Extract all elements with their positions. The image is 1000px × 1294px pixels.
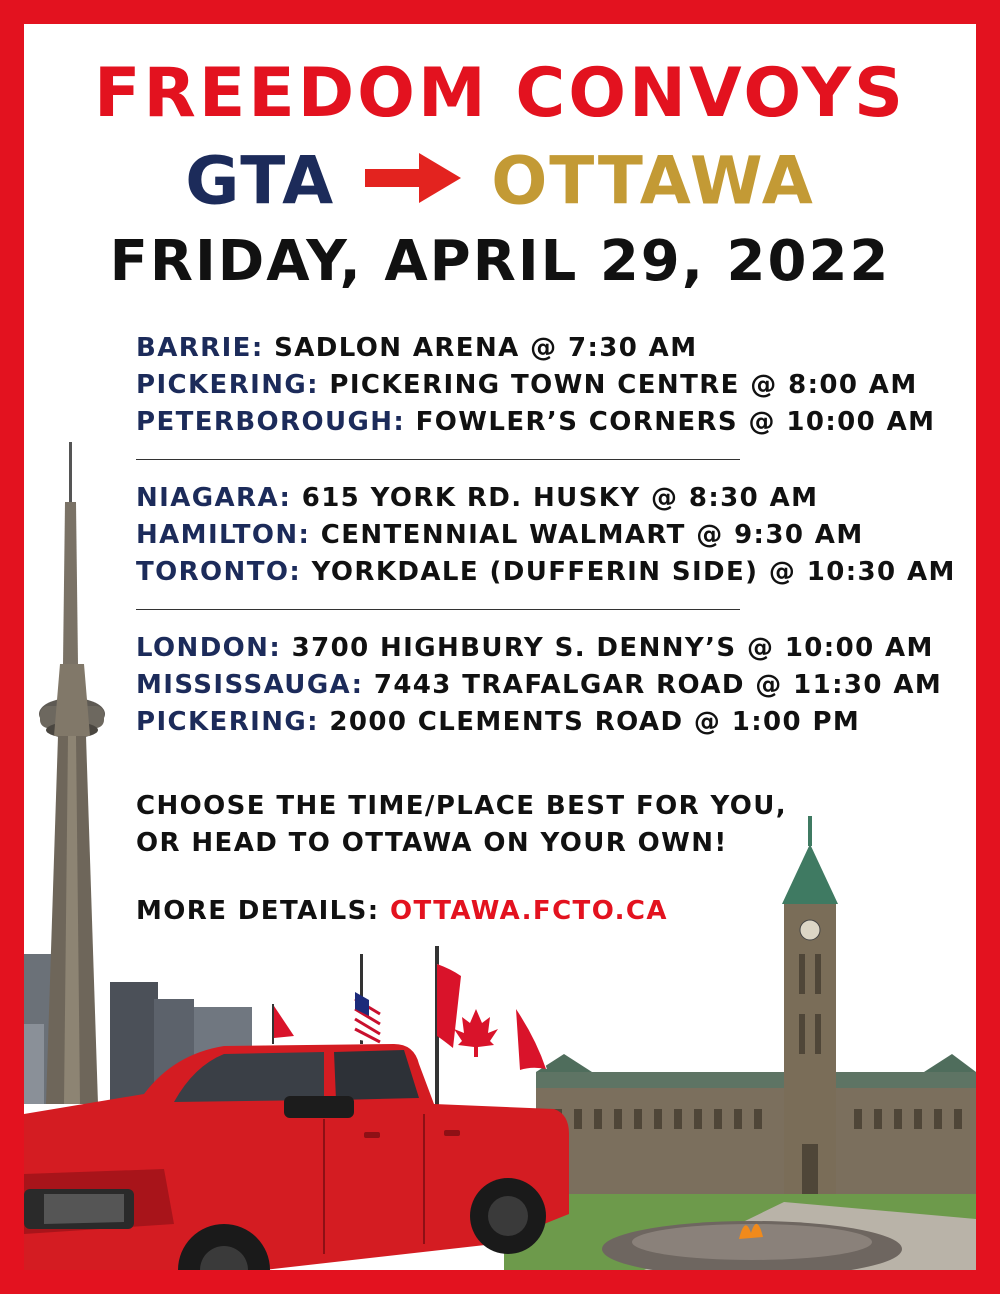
location-row — [136, 517, 966, 554]
more-details-label: MORE DETAILS: — [136, 896, 380, 926]
route-line — [24, 142, 976, 229]
location-row — [136, 480, 966, 517]
right-arrow-icon — [365, 142, 461, 219]
red-pickup-truck — [24, 1044, 569, 1270]
location-city: HAMILTON: — [136, 520, 321, 550]
location-row — [136, 367, 966, 404]
parliament-illustration — [536, 816, 976, 1194]
instructions-note — [136, 788, 787, 862]
route-destination: OTTAWA — [491, 142, 815, 220]
location-city: NIAGARA: — [136, 483, 292, 513]
location-city: PICKERING: — [136, 707, 319, 737]
location-details: 2000 CLEMENTS ROAD @ 1:00 PM — [329, 707, 861, 737]
route-origin: GTA — [185, 142, 336, 220]
small-red-flag — [272, 1004, 294, 1044]
note-line: OR HEAD TO OTTAWA ON YOUR OWN! — [136, 828, 728, 858]
location-city: PICKERING: — [136, 370, 319, 400]
usa-flag-icon — [355, 954, 380, 1044]
event-date: FRIDAY, APRIL 29, 2022 — [109, 229, 891, 294]
section-divider — [136, 459, 740, 460]
more-details — [136, 896, 668, 926]
location-city: LONDON: — [136, 633, 292, 663]
more-details-link[interactable]: OTTAWA.FCTO.CA — [390, 896, 668, 926]
location-details: YORKDALE (DUFFERIN SIDE) @ 10:30 AM — [311, 557, 956, 587]
location-city: PETERBOROUGH: — [136, 407, 406, 437]
location-row — [136, 404, 966, 441]
location-details: 615 YORK RD. HUSKY @ 8:30 AM — [301, 483, 819, 513]
location-details: 3700 HIGHBURY S. DENNY’S @ 10:00 AM — [291, 633, 934, 663]
location-city: BARRIE: — [136, 333, 264, 363]
location-city: TORONTO: — [136, 557, 302, 587]
location-row — [136, 554, 966, 591]
note-line: CHOOSE THE TIME/PLACE BEST FOR YOU, — [136, 791, 788, 821]
location-city: MISSISSAUGA: — [136, 670, 364, 700]
section-divider — [136, 609, 740, 610]
location-details: CENTENNIAL WALMART @ 9:30 AM — [320, 520, 864, 550]
canada-flag-icon — [435, 946, 547, 1106]
location-details: SADLON ARENA @ 7:30 AM — [274, 333, 698, 363]
location-row — [136, 667, 966, 704]
location-row — [136, 330, 966, 367]
location-row — [136, 704, 966, 741]
departure-locations — [136, 330, 966, 741]
location-row — [136, 630, 966, 667]
location-details: PICKERING TOWN CENTRE @ 8:00 AM — [329, 370, 918, 400]
poster-title: FREEDOM CONVOYS — [94, 54, 906, 133]
location-details: FOWLER’S CORNERS @ 10:00 AM — [415, 407, 936, 437]
location-details: 7443 TRAFALGAR ROAD @ 11:30 AM — [373, 670, 943, 700]
